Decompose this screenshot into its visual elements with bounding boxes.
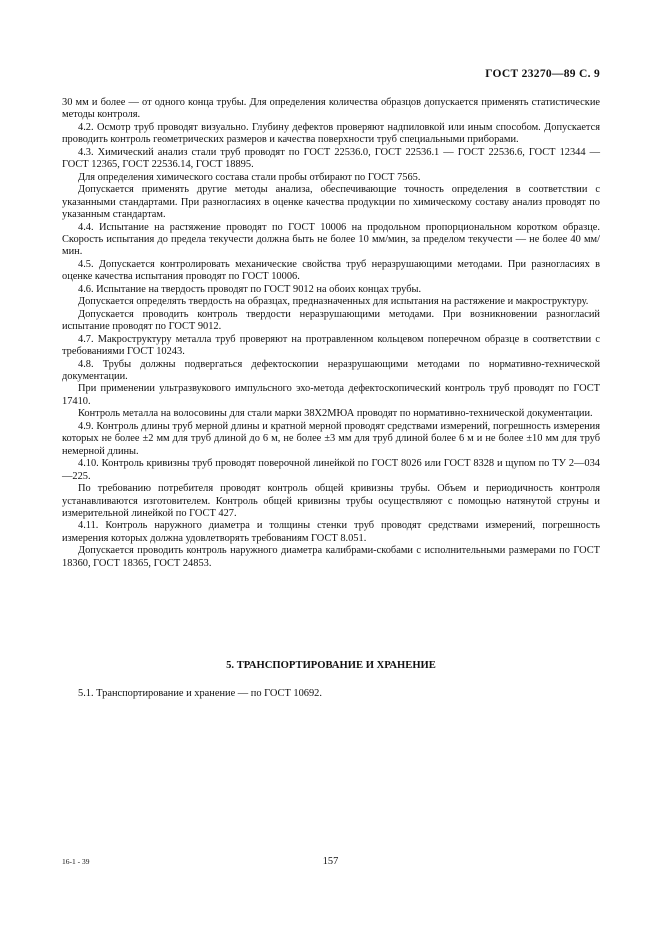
section-4-body bbox=[62, 97, 600, 570]
paragraph: 4.11. Контроль наружного диаметра и толщины стенки труб проводят средствами измерений, погрешность измерения которых должна удовлетворять требованиям ГОСТ 8.051. bbox=[62, 520, 600, 544]
paragraph: Допускается определять твердость на образцах, предназначенных для испытания на растяжение и макроструктуру. bbox=[78, 296, 589, 308]
paragraph: 4.3. Химический анализ стали труб проводят по ГОСТ 22536.0, ГОСТ 22536.1 — ГОСТ 22536.6, ГОСТ 12344 — ГОСТ 12365, ГОСТ 22536.14, ГОСТ 18895. bbox=[62, 146, 600, 171]
paragraph: Допускается проводить контроль твердости неразрушающими методами. При возникновении разногласий испытание проводят по ГОСТ 9012. bbox=[62, 308, 600, 333]
paragraph: 30 мм и более — от одного конца трубы. Для определения количества образцов допускается применять статистические методы контроля. bbox=[62, 97, 600, 121]
section-5-heading: 5. ТРАНСПОРТИРОВАНИЕ И ХРАНЕНИЕ bbox=[226, 660, 436, 671]
paragraph: 4.10. Контроль кривизны труб проводят поверочной линейкой по ГОСТ 8026 или ГОСТ 8328 и щупом по ТУ 2—034—225. bbox=[62, 458, 600, 482]
running-header: ГОСТ 23270—89 С. 9 bbox=[485, 68, 600, 80]
paragraph: Допускается проводить контроль наружного диаметра калибрами-скобами с исполнительными размерами по ГОСТ 18360, ГОСТ 18365, ГОСТ 24853. bbox=[62, 545, 600, 569]
print-code: 16-1 - 39 bbox=[62, 857, 90, 866]
paragraph: 4.2. Осмотр труб проводят визуально. Глубину дефектов проверяют надпиловкой или иным способом. Допускается проводить контроль геометрических размеров и качества поверхности труб специальными приборами. bbox=[62, 121, 600, 146]
paragraph: 4.5. Допускается контролировать механические свойства труб неразрушающими методами. При разногласиях в оценке качества испытания проводят по ГОСТ 10006. bbox=[62, 258, 600, 283]
paragraph: 4.4. Испытание на растяжение проводят по ГОСТ 10006 на продольном пропорциональном коротком образце. Скорость испытания до предела текучести должна быть не более 10 мм/мин, за пределом текучести — не более 40 мм/мин. bbox=[62, 221, 600, 258]
paragraph: По требованию потребителя проводят контроль общей кривизны трубы. Объем и периодичность контроля устанавливаются изготовителем. Контроль общей кривизны трубы осуществляют с помощью натянутой струны и измерительной линейкой по ГОСТ 427. bbox=[62, 483, 600, 519]
paragraph: Для определения химического состава стали пробы отбирают по ГОСТ 7565. bbox=[78, 171, 421, 183]
paragraph: Допускается применять другие методы анализа, обеспечивающие точность определения в соответствии с указанными стандартами. При разногласиях в оценке качества продукции по химическому составу анализ проводят по указанным стандартам. bbox=[62, 184, 600, 221]
section-5-text: 5.1. Транспортирование и хранение — по ГОСТ 10692. bbox=[78, 688, 322, 699]
paragraph: 4.9. Контроль длины труб мерной длины и кратной мерной проводят средствами измерений, погрешность измерения которых не более ±2 мм для труб длиной до 6 м, не более ±3 мм для труб длиной более 6 м и не более ±10 мм для труб немерной длины. bbox=[62, 420, 600, 457]
paragraph: Контроль металла на волосовины для стали марки 38Х2МЮА проводят по нормативно-технической документации. bbox=[78, 408, 593, 420]
paragraph: 4.7. Макроструктуру металла труб проверяют на протравленном кольцевом поперечном образце в соответствии с требованиями ГОСТ 10243. bbox=[62, 333, 600, 358]
paragraph: 4.8. Трубы должны подвергаться дефектоскопии неразрушающими методами по нормативно-технической документации. bbox=[62, 358, 600, 382]
paragraph: При применении ультразвукового импульсного эхо-метода дефектоскопический контроль труб проводят по ГОСТ 17410. bbox=[62, 383, 600, 407]
paragraph: 4.6. Испытание на твердость проводят по ГОСТ 9012 на обоих концах трубы. bbox=[78, 283, 422, 295]
page-number: 157 bbox=[322, 856, 339, 867]
